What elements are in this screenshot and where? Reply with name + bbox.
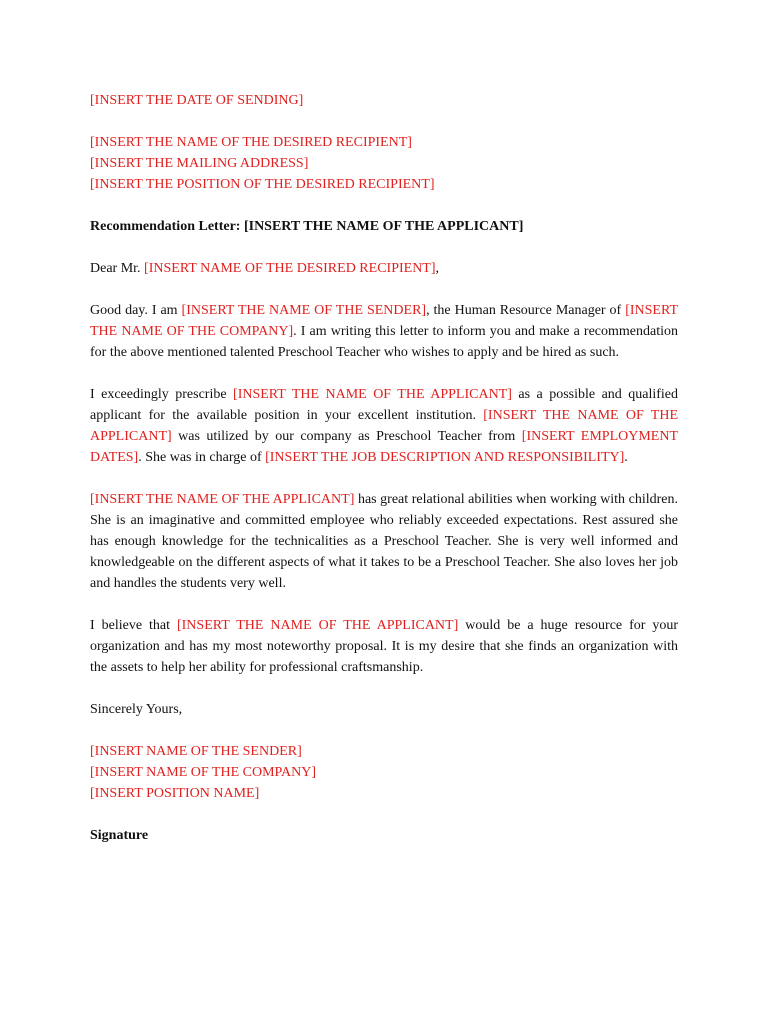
para1-text-3: . I am writing this letter to inform you and make a recommendation for the above mentioned talented Preschool Teacher who wishes to apply and be hired as such. — [90, 324, 678, 360]
footer-company-placeholder: [INSERT NAME OF THE COMPANY] — [90, 765, 317, 780]
subject-line — [90, 216, 678, 237]
para2-dates: [INSERT EMPLOYMENT DATES] — [90, 429, 679, 465]
footer-position-placeholder: [INSERT POSITION NAME] — [90, 786, 260, 801]
date-placeholder: [INSERT THE DATE OF SENDING] — [90, 93, 304, 108]
salutation-suffix: , — [435, 261, 440, 276]
salutation-prefix: Dear Mr. — [90, 261, 141, 276]
para1-text-1: Good day. I am — [90, 303, 178, 318]
para1-sender: [INSERT THE NAME OF THE SENDER] — [181, 303, 427, 318]
para2-applicant-2: [INSERT THE NAME OF THE APPLICANT] — [90, 408, 678, 444]
para4-applicant: [INSERT THE NAME OF THE APPLICANT] — [176, 618, 459, 633]
footer-sender-placeholder: [INSERT NAME OF THE SENDER] — [90, 744, 302, 759]
para2-job: [INSERT THE JOB DESCRIPTION AND RESPONSIBILITY] — [265, 450, 625, 465]
salutation-name: [INSERT NAME OF THE DESIRED RECIPIENT] — [144, 261, 436, 276]
para2-text-5: . — [624, 450, 628, 465]
subject-label: Recommendation Letter: — [90, 219, 241, 234]
letter-body — [90, 90, 678, 846]
paragraph-2 — [90, 384, 678, 468]
para3-text-1: has great relational abilities when working with children. She is an imaginative and committed employee who reliably exceeded expectations. Rest assured she has enough knowledge for the technicalities as a Preschool Teacher. She is very well informed and knowledgeable on the different aspects of what it takes to be a Preschool Teacher. She also loves her job and handles the students very well. — [90, 492, 678, 591]
para2-text-4: . She was in charge of — [138, 450, 262, 465]
para2-applicant-1: [INSERT THE NAME OF THE APPLICANT] — [233, 387, 512, 402]
paragraph-4 — [90, 615, 678, 678]
para4-text-1: I believe that — [90, 618, 170, 633]
paragraph-3 — [90, 489, 678, 594]
paragraph-1 — [90, 300, 678, 363]
signature-label: Signature — [90, 828, 149, 843]
recipient-name-placeholder: [INSERT THE NAME OF THE DESIRED RECIPIENT] — [90, 135, 412, 150]
subject-applicant: [INSERT THE NAME OF THE APPLICANT] — [243, 219, 524, 234]
para4-text-2: would be a huge resource for your organization and has my most noteworthy proposal. It is my desire that she finds an organization with the assets to help her ability for professional craftsmanship. — [90, 618, 679, 675]
para1-company: [INSERT THE NAME OF THE COMPANY] — [90, 303, 679, 339]
para3-applicant: [INSERT THE NAME OF THE APPLICANT] — [90, 492, 355, 507]
closing: Sincerely Yours, — [90, 702, 183, 717]
para2-text-3: was utilized by our company as Preschool Teacher from — [178, 429, 516, 444]
para1-text-2: , the Human Resource Manager of — [426, 303, 622, 318]
recipient-position-placeholder: [INSERT THE POSITION OF THE DESIRED RECIPIENT] — [90, 177, 435, 192]
para2-text-2: as a possible and qualified applicant for the available position in your excellent institution. — [90, 387, 679, 423]
mailing-address-placeholder: [INSERT THE MAILING ADDRESS] — [90, 156, 309, 171]
salutation — [90, 258, 678, 279]
para2-text-1: I exceedingly prescribe — [90, 387, 227, 402]
